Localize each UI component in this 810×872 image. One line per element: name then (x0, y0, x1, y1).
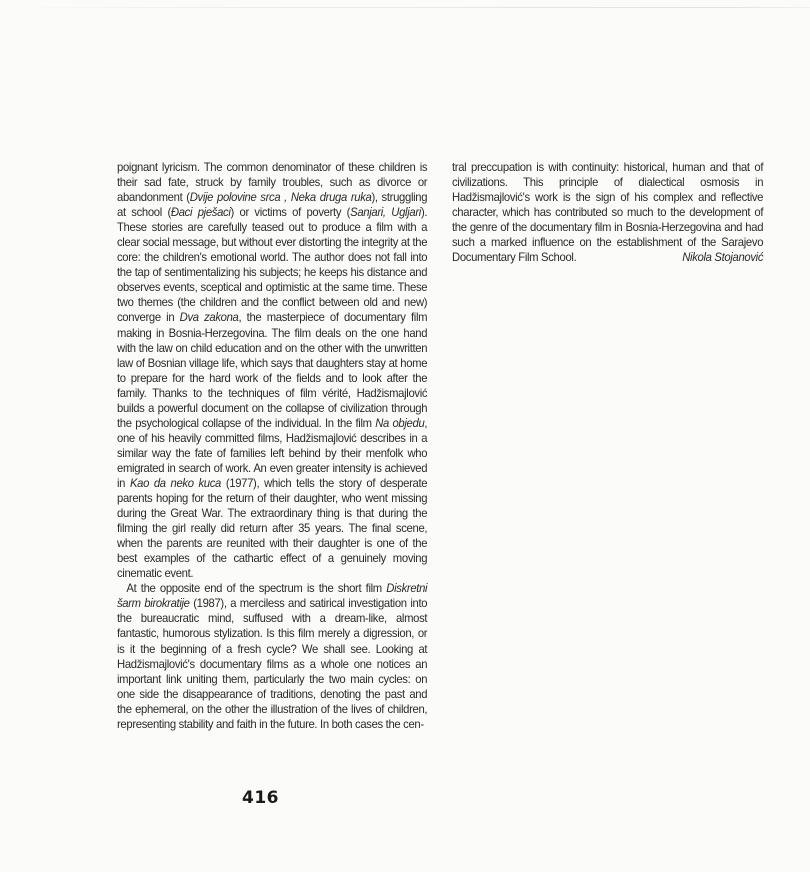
film-title: Diskretni šarm birokratije (117, 581, 428, 611)
film-title: Sanjari, Ugljari (350, 205, 421, 220)
paragraph-3 (452, 160, 763, 265)
film-title: Đaci pješaci (170, 205, 231, 220)
film-title: Kao da neko kuca (129, 475, 222, 490)
right-text-column (452, 160, 763, 265)
text-run: tral preccupation is with continuity: historical, human and that of civilizations. This principle of dialectical osmosis in Hadžismajlović's work is the sign of his complex and reflective character, which has contributed so much to the development of the genre of the documentary film in Bosnia-Herzegovina and had such a marked influence on the establishment of the Sarajevo Documentary Film School. (452, 160, 764, 265)
paragraph-1 (117, 160, 427, 581)
author-signature: Nikola Stojanović (682, 250, 764, 265)
film-title: Na objedu (375, 415, 425, 430)
text-run: (1987), a merciless and satirical investigation into the bureaucratic mind, suffused with a dream-like, almost fantastic, humorous stylization. Is this film merely a digression, or is it the beginning of a fresh cycle? We shall see. Looking at Hadžismajlović's documentary films as a whole one notices an important link uniting them, particularly the two main cycles: on one side the disappearance of traditions, denoting the past and the ephemeral, on the other the illustration of the lives of children, representing stability and faith in the future. In both cases the cen- (117, 596, 428, 731)
text-run: ), struggling at school ( (117, 190, 428, 220)
text-run: poignant lyricism. The common denominator of these children is their sad fate, struck by family troubles, such as divorce or abandonment ( (117, 160, 428, 205)
text-run: , the masterpiece of documentary film making in Bosnia-Herzegovina. The film deals on the one hand with the law on child education and on the other with the unwritten law of Bosnian village life, which says that daughters stay at home to prepare for the hard work of the fields and to look after the family. Thanks to the techniques of film vérité, Hadžismajlović builds a powerful document on the collapse of civilization through the psychological collapse of the individual. In the film (117, 310, 428, 430)
film-title: Dvije polovine srca , Neka druga ruka (189, 190, 372, 205)
text-run: At the opposite end of the spectrum is the short film (126, 581, 387, 596)
paragraph-2 (117, 581, 427, 731)
text-run: , one of his heavily committed films, Hadžismajlović describes in a similar way the fate of families left behind by their menfolk who emigrated in search of work. An even greater intensity is achieved in (117, 415, 428, 490)
film-title: Dva zakona (179, 310, 239, 325)
scan-edge-line (0, 7, 810, 8)
text-run: ) or victims of poverty ( (230, 205, 351, 220)
page-number: 416 (242, 788, 279, 808)
text-run: ). These stories are carefully teased out to produce a film with a clear social message, but without ever distorting the integrity at the core: the children's emotional world. The author does not fall into the tap of sentimentalizing his subjects; he keeps his distance and observes events, sceptical and optimistic at the same time. These two themes (the children and the conflict between old and new) converge in (117, 205, 428, 325)
text-run: (1977), which tells the story of desperate parents hoping for the return of their daughter, who went missing during the Great War. The extraordinary thing is that during the filming the girl really did return after 35 years. The final scene, when the parents are reunited with their daughter is one of the best examples of the cathartic effect of a genuinely moving cinematic event. (117, 475, 428, 581)
left-text-column (117, 160, 427, 732)
